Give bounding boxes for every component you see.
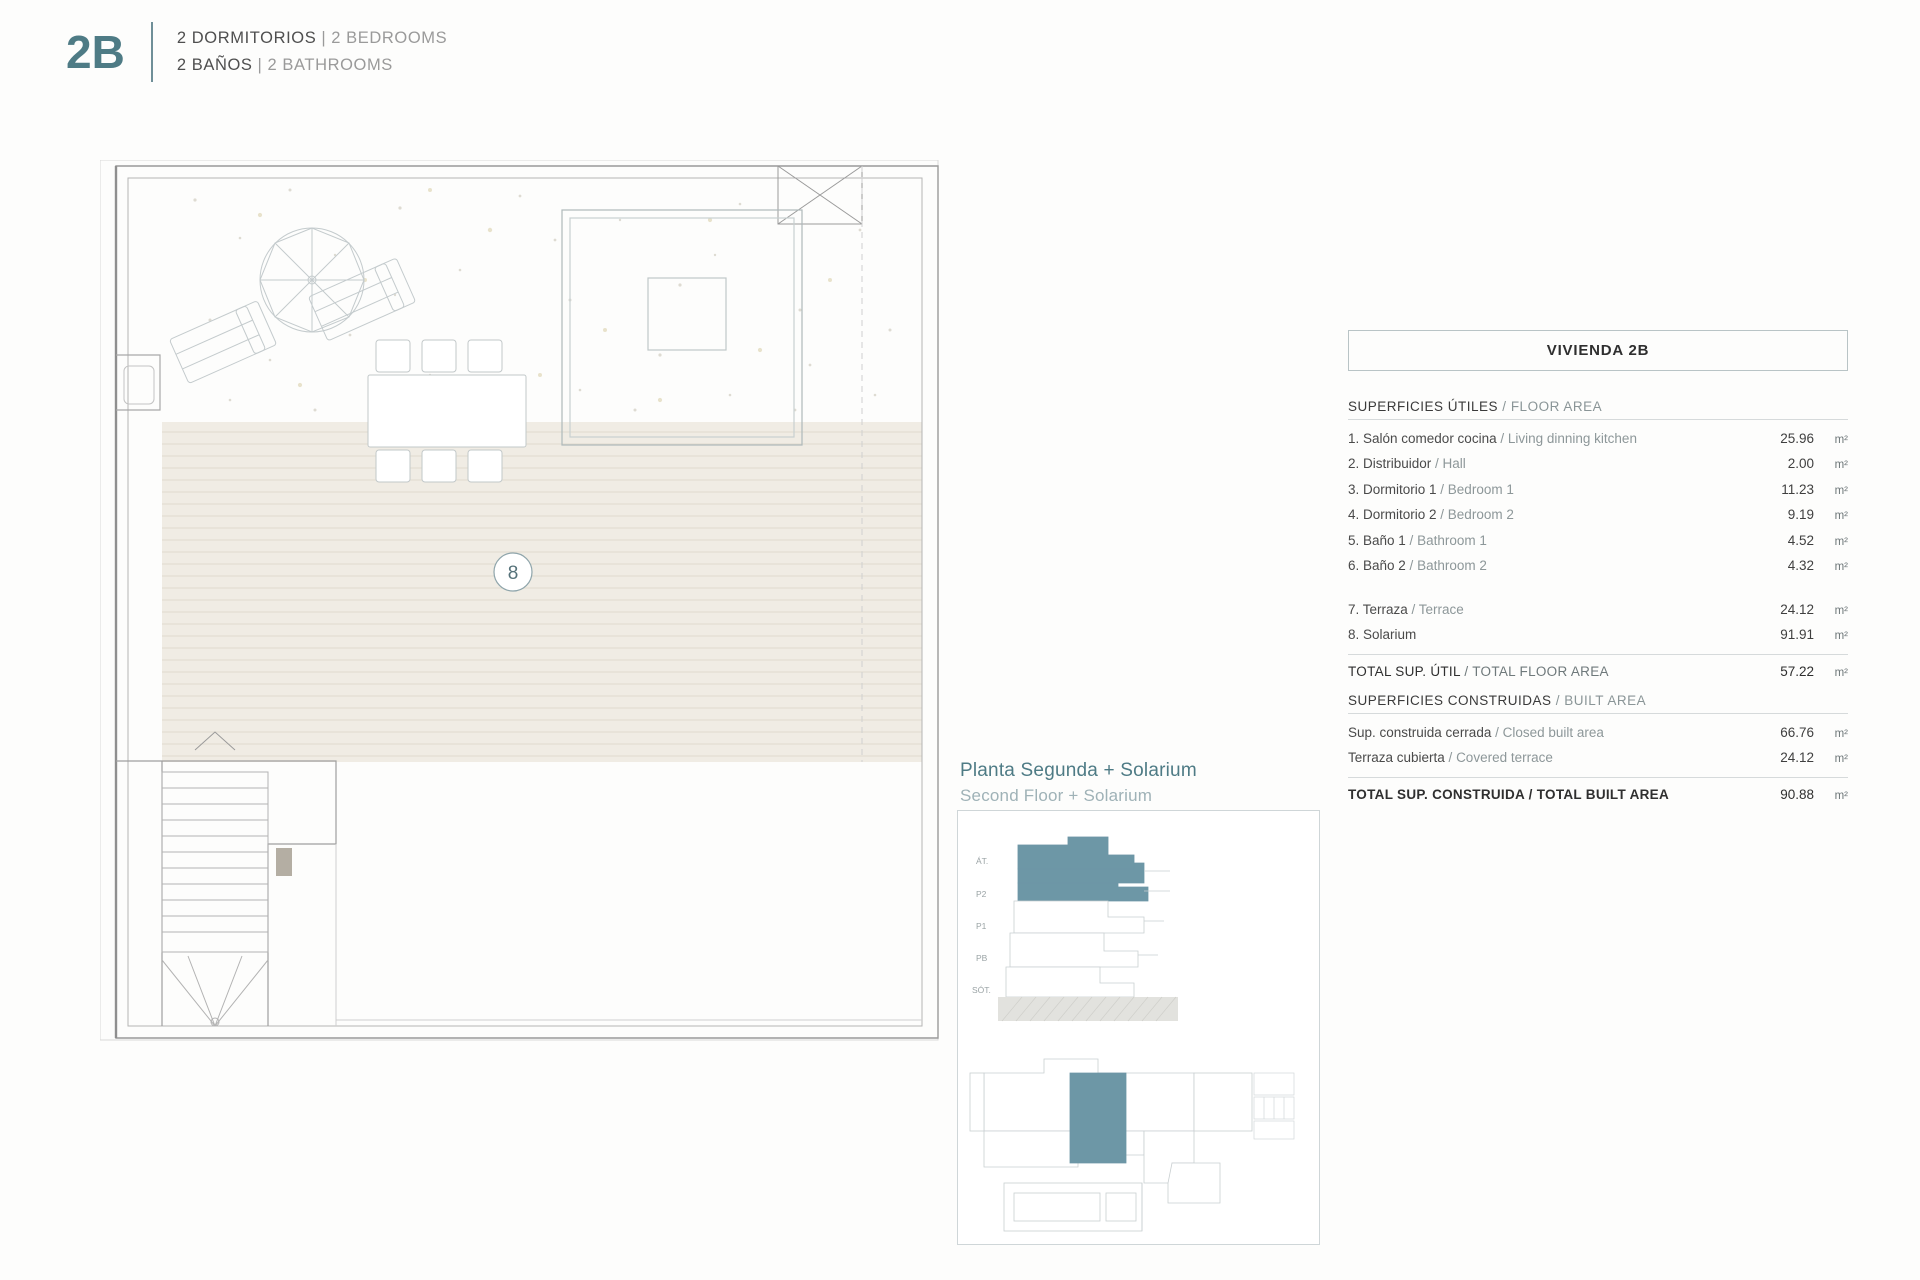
spec-label-es: 3. Dormitorio 1 [1348,481,1437,497]
section-header-built-area-en: BUILT AREA [1564,693,1647,709]
spec-row-label [1348,626,1756,644]
section-header-sep-2: / [1551,693,1565,709]
spacer [1348,679,1848,693]
section-header-floor-area [1348,399,1848,420]
keyplan-box [957,810,1320,1245]
spec-label-es: 5. Baño 1 [1348,532,1406,548]
section-header-built-area-es: SUPERFICIES CONSTRUIDAS [1348,693,1552,709]
total-built-area-row [1348,777,1848,802]
keyplan-level-label-pb: PB [976,953,988,963]
spec-label-en: Closed built area [1502,724,1604,740]
spec-row-label: 5. Baño 1 / Bathroom 1 [1348,532,1487,548]
spec-row-unit: m² [1834,561,1848,574]
spec-row-unit: m² [1834,433,1848,446]
spec-label-es: Sup. construida cerrada [1348,724,1492,740]
bedrooms-separator: | [321,29,327,47]
total-floor-area-row [1348,654,1848,679]
spec-label-es: 4. Dormitorio 2 [1348,507,1437,523]
spec-row-value: 9.19 [1787,507,1814,523]
bedrooms-label-en: 2 BEDROOMS [331,29,448,47]
bedrooms-line [177,29,447,48]
spec-row [1348,746,1848,772]
total-floor-area-label-en: TOTAL FLOOR AREA [1472,664,1609,680]
unit-code: 2B [66,26,125,78]
spec-label-es: 2. Distribuidor [1348,456,1432,472]
spec-row-label: 1. Salón comedor cocina / Living dinning kitchen [1348,430,1637,446]
spec-row-unit: m² [1834,459,1848,472]
keyplan-level-label-p2: P2 [976,889,987,899]
plan-caption [960,760,1260,806]
page-header [66,22,447,82]
spec-label-es: Terraza cubierta [1348,750,1445,766]
spec-row-label: 7. Terraza / Terrace [1348,601,1464,617]
spec-row-label: 6. Baño 2 / Bathroom 2 [1348,558,1487,574]
floorplan-drawing [100,160,940,1090]
spec-row [1348,554,1848,580]
bedrooms-label-es: 2 DORMITORIOS [176,29,317,47]
total-built-area-label: TOTAL SUP. CONSTRUIDA / TOTAL BUILT AREA [1348,787,1670,803]
section-header-sep-1: / [1498,399,1511,414]
section-header-floor-area-en: FLOOR AREA [1510,399,1603,414]
keyplan-level-label-sot: SÓT. [972,985,991,995]
spec-row-value: 24.12 [1780,601,1814,617]
spec-row-label: 3. Dormitorio 1 / Bedroom 1 [1348,481,1514,497]
spec-row-unit: m² [1834,727,1848,740]
caption-en: Second Floor + Solarium [960,786,1153,805]
spec-label-es: 8. Solarium [1348,627,1417,643]
bathrooms-separator: | [257,56,263,74]
spec-row [1348,528,1848,554]
room-marker-label: 8 [507,563,519,584]
spec-row-label: 2. Distribuidor / Hall [1348,456,1466,472]
spec-row [1348,477,1848,503]
spec-label-en: Hall [1442,456,1466,472]
total-floor-area-value: 57.22 [1780,664,1814,680]
spec-row-value: 11.23 [1781,481,1814,497]
spec-row-value: 91.91 [1780,627,1814,643]
spec-row-unit: m² [1834,484,1848,497]
spec-label-es: 7. Terraza [1348,601,1408,617]
section-header-floor-area-es: SUPERFICIES ÚTILES [1348,399,1499,414]
spec-label-en: Bathroom 1 [1417,532,1487,548]
total-built-area-label-es: TOTAL SUP. CONSTRUIDA [1348,787,1525,803]
spec-label-en: Bathroom 2 [1417,558,1487,574]
spec-label-es: 6. Baño 2 [1348,558,1406,574]
section-header-built-area [1348,693,1848,714]
bathrooms-line [177,56,447,75]
spec-row [1348,597,1848,623]
spec-label-es: 1. Salón comedor cocina [1348,430,1497,446]
spec-row-value: 25.96 [1780,430,1814,446]
spec-row-value: 2.00 [1787,456,1814,472]
keyplan-level-label-at: ÁT. [976,856,989,866]
spec-row-unit: m² [1834,510,1848,523]
spec-row-label: 4. Dormitorio 2 / Bedroom 2 [1348,507,1514,523]
specs-panel [1348,330,1848,802]
bathrooms-label-es: 2 BAÑOS [176,56,253,74]
spec-row [1348,426,1848,452]
spec-label-en: Covered terrace [1456,750,1553,766]
spec-row-label: Terraza cubierta / Covered terrace [1348,750,1553,766]
total-floor-area-unit: m² [1834,667,1848,680]
spec-label-en: Bedroom 1 [1447,481,1514,497]
spec-row-unit: m² [1834,630,1848,643]
keyplan-level-label-p1: P1 [976,921,987,931]
header-divider [151,22,153,82]
header-subtitles [177,29,447,75]
spec-label-en: Terrace [1418,601,1464,617]
spec-row-value: 4.32 [1787,558,1814,574]
spec-row [1348,503,1848,529]
spec-row-value: 4.52 [1787,532,1814,548]
spec-row-unit: m² [1834,753,1848,766]
total-floor-area-label: TOTAL SUP. ÚTIL / TOTAL FLOOR AREA [1348,664,1609,680]
total-built-area-unit: m² [1834,790,1848,803]
spec-row-value: 24.12 [1780,750,1814,766]
caption-es: Planta Segunda + Solarium [960,760,1197,781]
spec-label-en: Living dinning kitchen [1507,430,1637,446]
spacer [1348,579,1848,597]
total-built-area-label-en: TOTAL BUILT AREA [1536,787,1670,803]
spec-row-label: Sup. construida cerrada / Closed built area [1348,724,1604,740]
spec-label-en: Bedroom 2 [1447,507,1514,523]
total-floor-area-label-es: TOTAL SUP. ÚTIL [1348,664,1461,680]
spec-row [1348,452,1848,478]
spec-row [1348,720,1848,746]
spec-row-unit: m² [1834,535,1848,548]
spec-row-unit: m² [1834,604,1848,617]
spec-row [1348,623,1848,649]
spec-row-value: 66.76 [1780,724,1814,740]
specs-title: VIVIENDA 2B [1348,330,1848,371]
total-built-area-value: 90.88 [1780,787,1814,803]
bathrooms-label-en: 2 BATHROOMS [267,56,393,74]
